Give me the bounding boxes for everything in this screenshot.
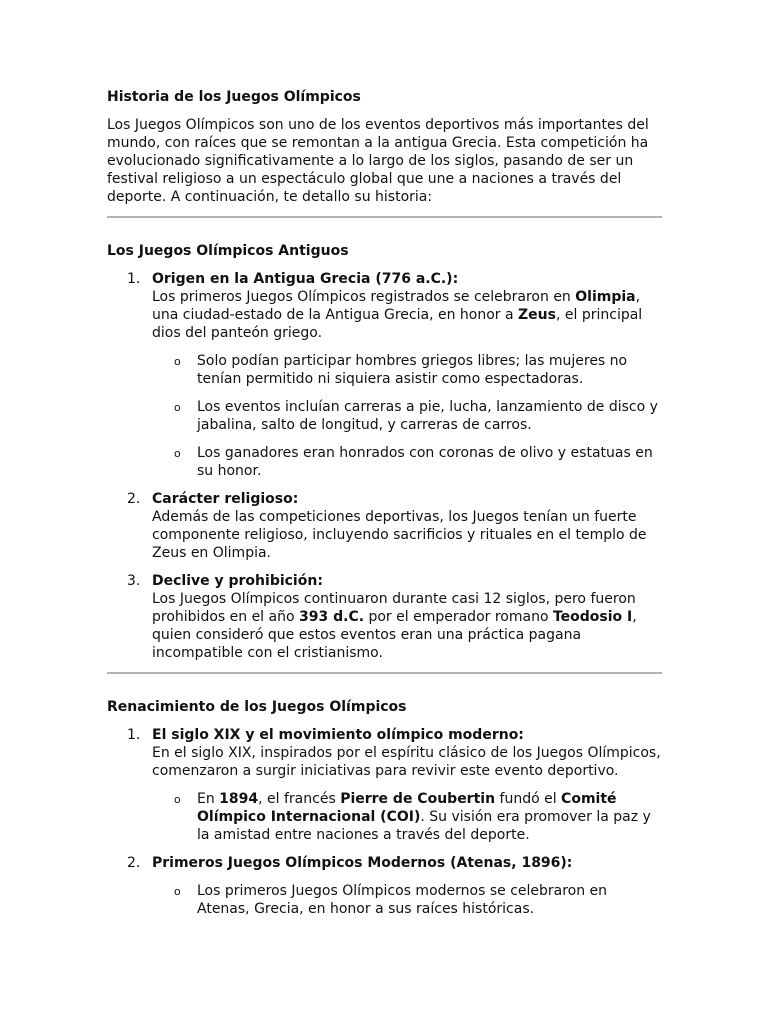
sub-list-item: [152, 882, 662, 918]
bold-text: 393 d.C.: [299, 609, 365, 625]
bullet-icon: o: [174, 793, 181, 806]
sub-item-text: Solo podían participar hombres griegos libres; las mujeres no tenían permitido ni siquiera asistir como espectadoras.: [197, 353, 628, 387]
text-run: En: [197, 791, 220, 807]
sub-list: [152, 352, 662, 480]
sub-item-text: Los primeros Juegos Olímpicos modernos se celebraron en Atenas, Grecia, en honor a sus raíces históricas.: [197, 883, 608, 917]
text-run: , el principal dios del panteón griego.: [152, 307, 643, 341]
item-title: Origen en la Antigua Grecia (776 a.C.):: [152, 271, 459, 287]
item-title: Declive y prohibición:: [152, 573, 323, 589]
divider: [107, 216, 662, 218]
text-run: , una ciudad-estado de la Antigua Grecia, en honor a: [152, 289, 641, 323]
text-run: . Su visión era promover la paz y la amistad entre naciones a través del deporte.: [197, 809, 651, 843]
item-number: 2.: [127, 491, 141, 507]
bullet-icon: o: [174, 355, 181, 368]
text-run: , quien consideró que estos eventos eran una práctica pagana incompatible con el cristianismo.: [152, 609, 637, 661]
sub-list-item: [152, 790, 662, 844]
list-item: [107, 270, 662, 480]
item-number: 3.: [127, 573, 141, 589]
sub-list: [152, 882, 662, 918]
text-run: En el siglo XIX, inspirados por el espíritu clásico de los Juegos Olímpicos, comenzaron a surgir iniciativas para revivir este evento deportivo.: [152, 745, 661, 779]
section-title-ancient: Los Juegos Olímpicos Antiguos: [107, 243, 349, 259]
text-run: Además de las competiciones deportivas, los Juegos tenían un fuerte componente religioso, incluyendo sacrificios y rituales en el templo de Zeus en Olimpia.: [152, 509, 647, 561]
sub-list-item: [152, 444, 662, 480]
sub-item-text: Los eventos incluían carreras a pie, lucha, lanzamiento de disco y jabalina, salto de longitud, y carreras de carros.: [197, 399, 658, 433]
bullet-icon: o: [174, 885, 181, 898]
ancient-list: [107, 270, 662, 662]
text-run: , el francés: [258, 791, 341, 807]
list-item: [107, 726, 662, 844]
text-run: por el emperador romano: [364, 609, 553, 625]
intro-paragraph: Los Juegos Olímpicos son uno de los eventos deportivos más importantes del mundo, con raíces que se remontan a la antigua Grecia. Esta competición ha evolucionado significativamente a lo largo de los siglos, pasando de ser un festival religioso a un espectáculo global que une a naciones a través del deporte. A continuación, te detallo su historia:: [107, 117, 649, 205]
bold-text: Olimpia: [575, 289, 636, 305]
sub-list-item: [152, 398, 662, 434]
item-body: [152, 744, 662, 780]
sub-item-text: Los ganadores eran honrados con coronas de olivo y estatuas en su honor.: [197, 445, 653, 479]
sub-list: [152, 790, 662, 844]
document-title: Historia de los Juegos Olímpicos: [107, 89, 361, 105]
item-title: Carácter religioso:: [152, 491, 299, 507]
item-body: [152, 508, 662, 562]
document: [107, 88, 662, 928]
divider: [107, 672, 662, 674]
item-body: [152, 288, 662, 342]
item-number: 1.: [127, 727, 141, 743]
item-body: [152, 590, 662, 662]
sub-list-item: [152, 352, 662, 388]
bold-text: Pierre de Coubertin: [340, 791, 496, 807]
bullet-icon: o: [174, 447, 181, 460]
bullet-icon: o: [174, 401, 181, 414]
item-number: 1.: [127, 271, 141, 287]
list-item: [107, 854, 662, 918]
text-run: fundó el: [495, 791, 562, 807]
bold-text: Zeus: [518, 307, 556, 323]
item-number: 2.: [127, 855, 141, 871]
sub-item-text: [197, 791, 651, 843]
item-title: El siglo XIX y el movimiento olímpico moderno:: [152, 727, 524, 743]
list-item: [107, 572, 662, 662]
list-item: [107, 490, 662, 562]
text-run: Los Juegos Olímpicos continuaron durante casi 12 siglos, pero fueron prohibidos en el año: [152, 591, 636, 625]
section-title-revival: Renacimiento de los Juegos Olímpicos: [107, 699, 407, 715]
revival-list: [107, 726, 662, 918]
item-title: Primeros Juegos Olímpicos Modernos (Atenas, 1896):: [152, 855, 573, 871]
bold-text: 1894: [219, 791, 259, 807]
text-run: Los primeros Juegos Olímpicos registrados se celebraron en: [152, 289, 576, 305]
bold-text: Teodosio I: [552, 609, 633, 625]
bold-text: Comité Olímpico Internacional (COI): [197, 791, 617, 825]
